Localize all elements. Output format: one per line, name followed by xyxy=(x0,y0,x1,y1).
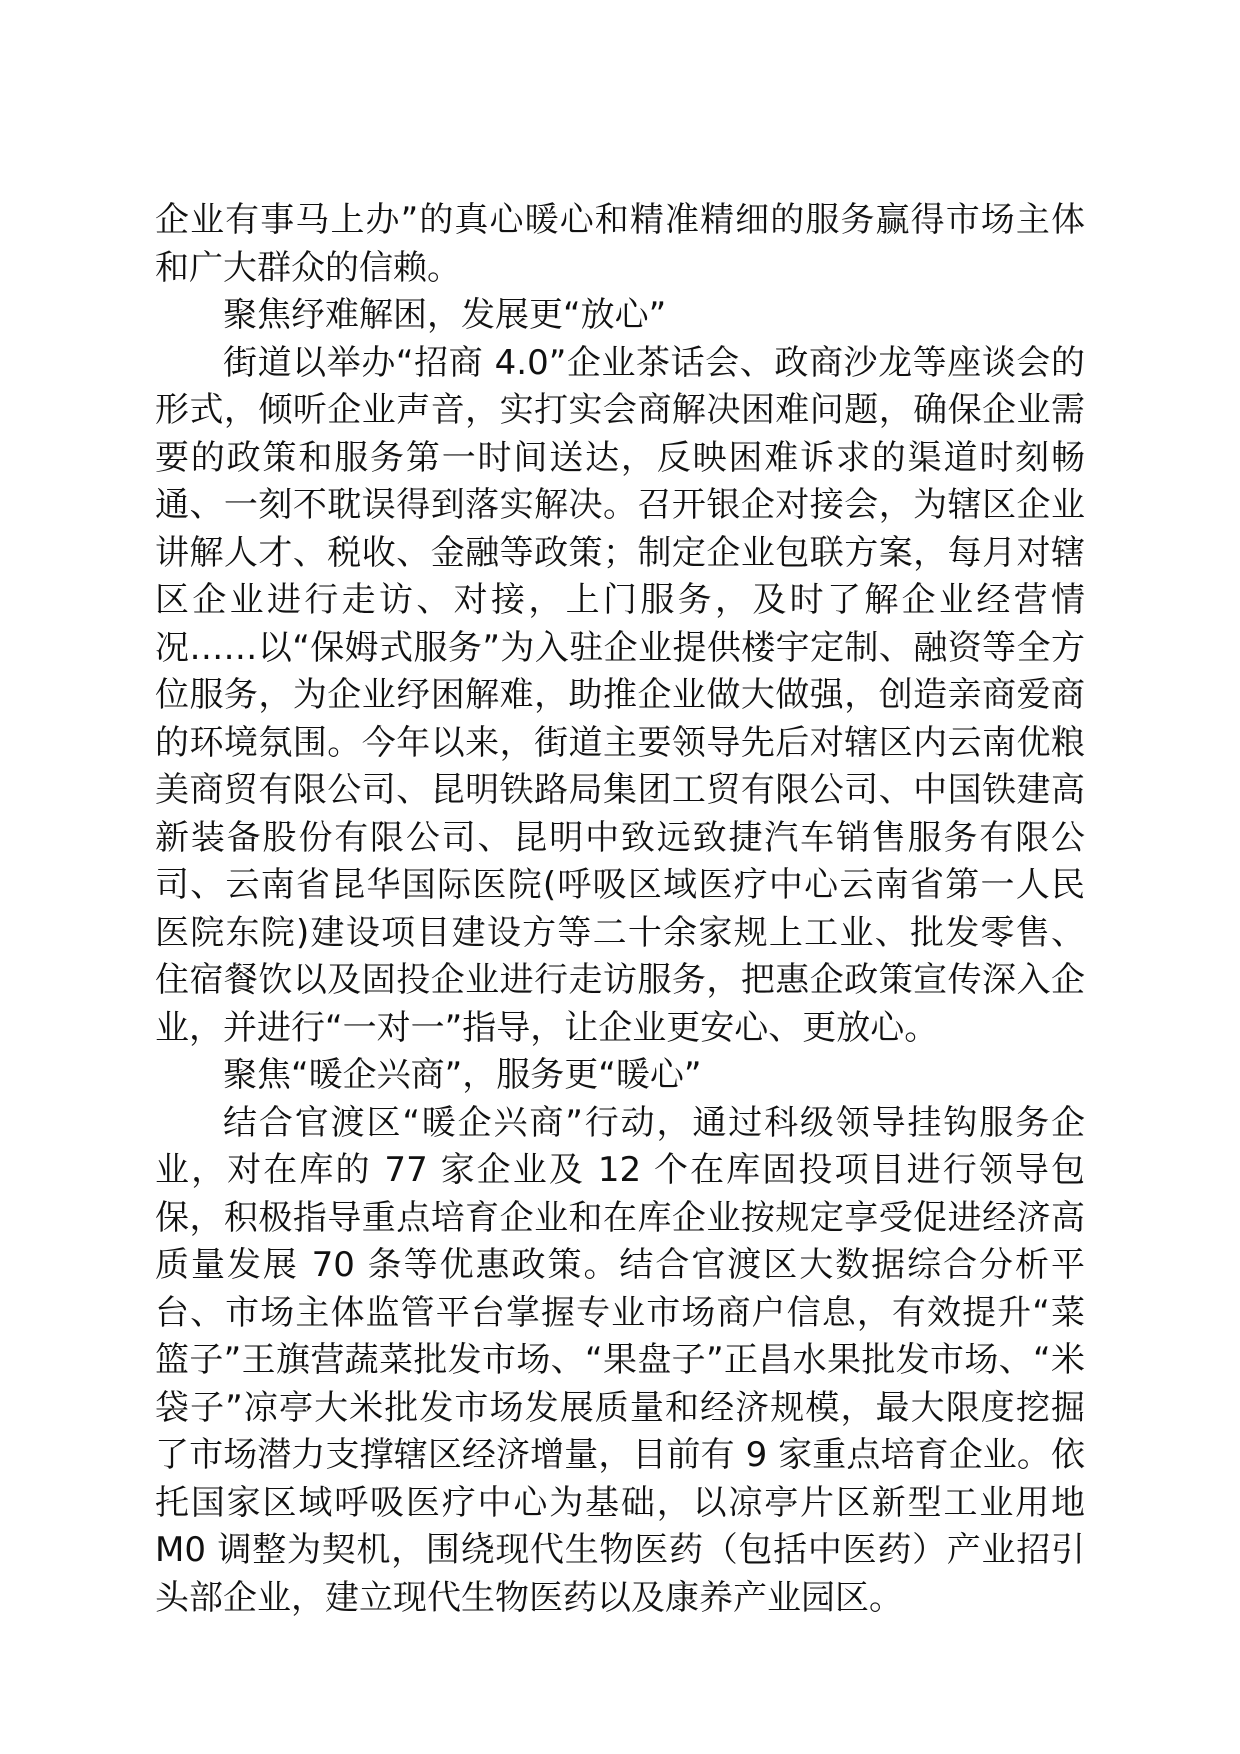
paragraph-continuation: 企业有事马上办”的真心暖心和精准精细的服务赢得市场主体和广大群众的信赖。 xyxy=(155,200,1085,288)
section-heading-warm-enterprise: 聚焦“暖企兴商”，服务更“暖心” xyxy=(223,1055,702,1095)
paragraph-warm-enterprise-body: 结合官渡区“暖企兴商”行动，通过科级领导挂钩服务企业，对在库的 77 家企业及 12 个在库固投项目进行领导包保，积极指导重点培育企业和在库企业按规定享受促进经济高质量发展 70 条等优惠政策。结合官渡区大数据综合分析平台、市场主体监管平台掌握专业市场商户信息，有效提升“菜篮子”王旗营蔬菜批发市场、“果盘子”正昌水果批发市场、“米袋子”凉亭大米批发市场发展质量和经济规模，最大限度挖掘了市场潜力支撑辖区经济增量，目前有 9 家重点培育企业。依托国家区域呼吸医疗中心为基础，以凉亭片区新型工业用地 M0 调整为契机，围绕现代生物医药（包括中医药）产业招引头部企业，建立现代生物医药以及康养产业园区。 xyxy=(155,1102,1085,1618)
document-page xyxy=(155,197,1085,1622)
paragraph-relief-body: 街道以举办“招商 4.0”企业茶话会、政商沙龙等座谈会的形式，倾听企业声音，实打实会商解决困难问题，确保企业需要的政策和服务第一时间送达，反映困难诉求的渠道时刻畅通、一刻不耽误得到落实解决。召开银企对接会，为辖区企业讲解人才、税收、金融等政策；制定企业包联方案，每月对辖区企业进行走访、对接，上门服务，及时了解企业经营情况……以“保姆式服务”为入驻企业提供楼宇定制、融资等全方位服务，为企业纾困解难，助推企业做大做强，创造亲商爱商的环境氛围。今年以来，街道主要领导先后对辖区内云南优粮美商贸有限公司、昆明铁路局集团工贸有限公司、中国铁建高新装备股份有限公司、昆明中致远致捷汽车销售服务有限公司、云南省昆华国际医院(呼吸区域医疗中心云南省第一人民医院东院)建设项目建设方等二十余家规上工业、批发零售、住宿餐饮以及固投企业进行走访服务，把惠企政策宣传深入企业，并进行“一对一”指导，让企业更安心、更放心。 xyxy=(155,342,1085,1048)
section-heading-relief: 聚焦纾难解困，发展更“放心” xyxy=(223,295,667,335)
